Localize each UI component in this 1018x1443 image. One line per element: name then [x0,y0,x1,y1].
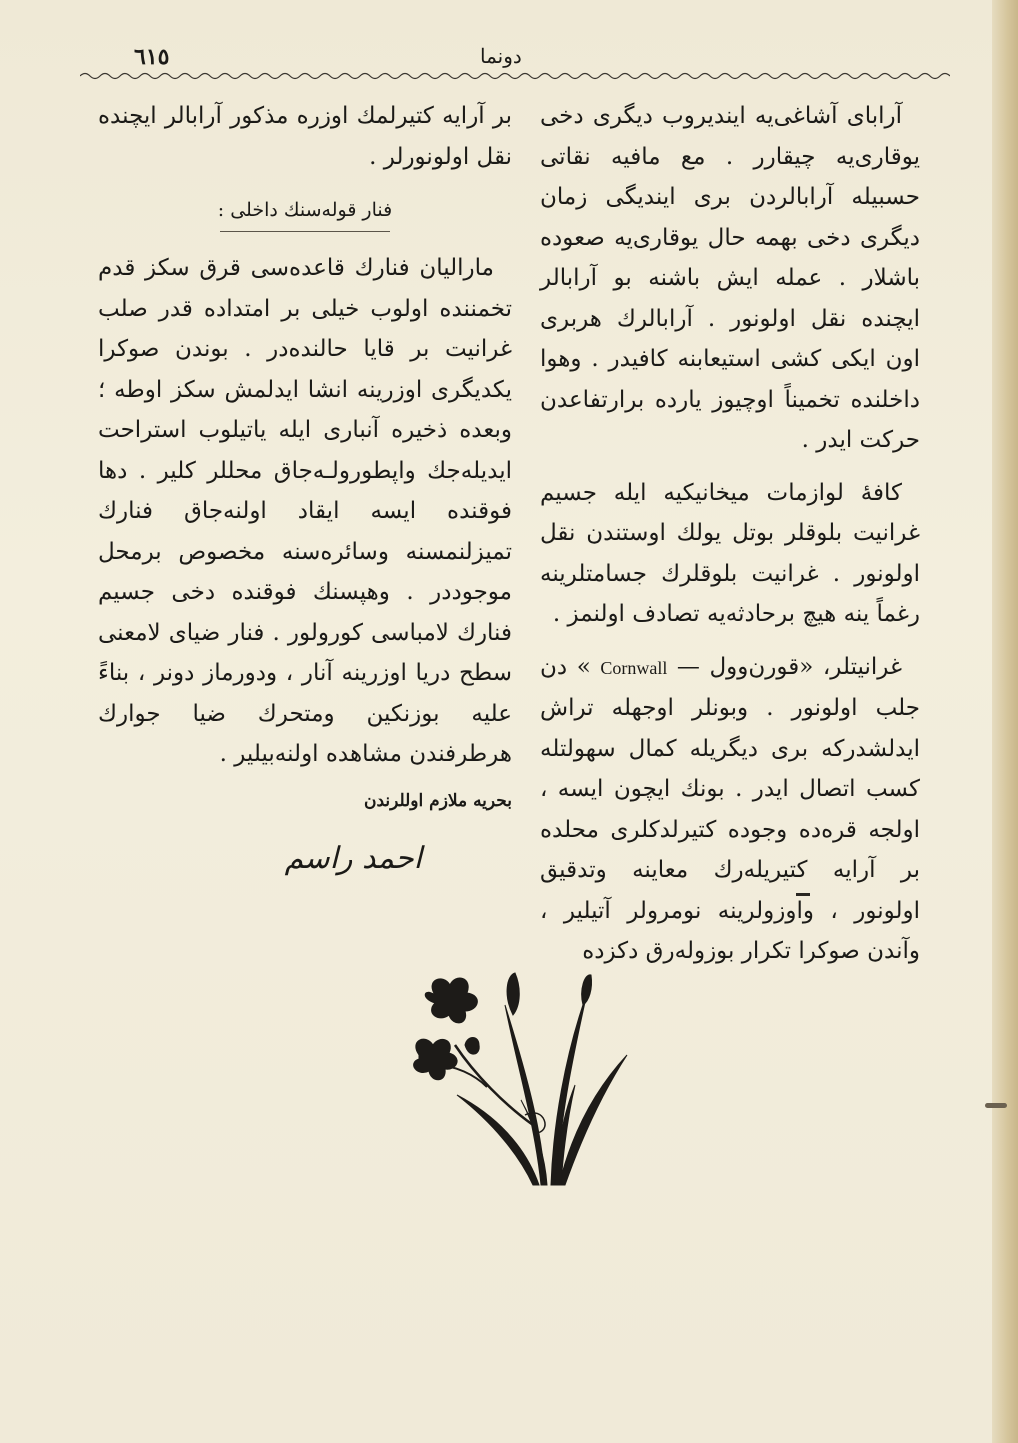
dash-mark [796,893,810,896]
subheading-underline [220,231,390,232]
right-paragraph-1: آرابای آشاغی‌یه ایندیروب دیگری دخی یوقاری‌یه چیقارر . مع مافیه نقاتی حسبیله آرابالردن بری ایندیگی زمان دیگری دخی بهمه حال یوقاری‌یه صعوده باشلار . عمله ایش باشنه بو آرابالر ایچنده نقل اولونور . آرابالرك هربری اون ایکی کشی استیعابنه کافیدر . وهوا داخلنده تخمیناً اوچیوز یارده برارتفاعدن حرکت ایدر . [540,103,920,453]
author-rank-line: بحریه ملازم اوللرندن [363,790,512,811]
latin-word-cornwall: Cornwall [600,657,668,678]
section-subheading: فنار قوله‌سنك داخلی : [217,199,393,221]
right-paragraph-3 [540,647,920,972]
page-number: ٦١٥ [134,44,170,70]
iris-flower-illustration [395,965,645,1190]
right-paragraph-3-start: غرانیتلر، «قورن‌وول — [676,653,902,680]
edge-smudge [985,1103,1007,1108]
left-continuation-text: بر آرایه کتیرلمك اوزره مذکور آرابالر ایچنده نقل اولونورلر . [98,103,512,170]
left-body-paragraph: مارالیان فنارك قاعده‌سی قرق سکز قدم تخمننده اولوب خیلی بر امتداده قدر صلب غرانیت بر قایا حالنده‌در . بوندن صوکرا یکدیگری اوزرینه انشا ایدلمش سکز اوطه ؛ وبعده ذخیره آنباری ایله یاتیلوب استراحت ایدیله‌جك واپطورولـه‌جاق محللر کلیر . دها فوقنده ایسه ایقاد اولنه‌جاق فنارك تمیزلنمسنه وسائره‌سنه مخصوص برمحل موجوددر . وهپسنك فوقنده دخی جسیم فنارك لامباسی کورولور . فنار ضیای لامعنی سطح دریا اوزرینه آنار ، ودورماز دونر ، بناءً علیه بوزنکین ومتحرك ضیا جوارك هرطرفندن مشاهده اولنه‌بیلیر . [98,255,512,767]
right-paragraph-3-end: » دن جلب اولونور . وبونلر اوجهله تراش ایدلشدرکه بری دیگریله کمال سهولتله کسب اتصال ایدر . بونك ایچون ایسه ، اولجه قره‌ده وجوده کتیرلدکلری محلده بر آرایه کتیریله‌رك معاینه وتدقیق اولونور ، واوزولرینه نومرولر آتیلیر ، وآندن صوکرا تکرار بوزوله‌رق دکزده [540,653,920,964]
running-title: دونما [480,44,522,68]
left-column [98,96,512,880]
author-signature: احمد راسم [284,841,422,876]
wavy-divider-rule [80,70,950,82]
right-paragraph-2: کافهٔ لوازمات میخانیکیه ایله جسیم غرانیت بلوقلر بوتل یولك اوستندن نقل اولونور . غرانیت بلوقلرك جسامتلرینه رغماً ینه هیچ برحادثه‌یه تصادف اولنمز . [540,479,920,627]
page-edge-shadow [992,0,1018,1443]
right-column [540,96,920,972]
